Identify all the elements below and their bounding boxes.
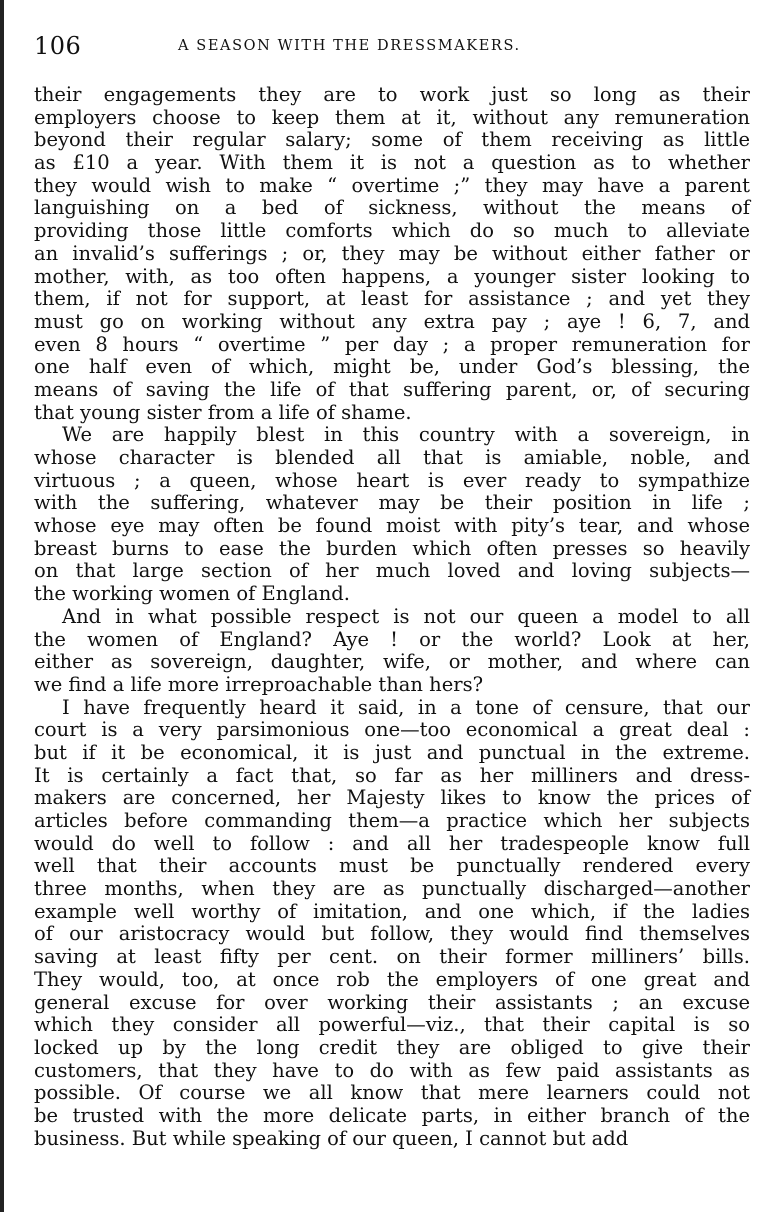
text-line: articles before commanding them—a practice which her subjects: [34, 809, 750, 832]
text-line: virtuous ; a queen, whose heart is ever ready to sympathize: [34, 468, 750, 492]
text-line: that young sister from a life of shame.: [34, 400, 412, 424]
text-line: them, if not for support, at least for assistance ; and yet they: [34, 287, 750, 311]
text-line: example well worthy of imitation, and one which, if the ladies: [34, 899, 750, 923]
text-line: be trusted with the more delicate parts, in either branch of the: [34, 1103, 750, 1127]
page-number: 106: [34, 32, 82, 60]
text-line: breast burns to ease the burden which often presses so heavily: [34, 536, 750, 560]
text-line: which they consider all powerful—viz., that their capital is so: [34, 1013, 750, 1037]
text-line: three months, when they are as punctually discharged—another: [34, 877, 750, 901]
running-head: A SEASON WITH THE DRESSMAKERS.: [178, 38, 521, 54]
text-line: as £10 a year. With them it is not a question as to whether: [34, 151, 750, 175]
text-line: court is a very parsimonious one—too economical a great deal :: [34, 718, 750, 742]
text-line: providing those little comforts which do so much to alleviate: [34, 219, 750, 243]
text-line: general excuse for over working their assistants ; an excuse: [34, 990, 750, 1014]
text-line: on that large section of her much loved and loving subjects—: [34, 559, 750, 583]
text-line: customers, that they have to do with as few paid assistants as: [34, 1058, 750, 1082]
text-line: we find a life more irreproachable than hers?: [34, 672, 484, 696]
page-edge-rule: [0, 0, 4, 1212]
text-line: would do well to follow : and all her tradespeople know full: [34, 831, 750, 855]
paragraph-start-line: I have frequently heard it said, in a tone of censure, that our: [62, 695, 750, 719]
text-line: but if it be economical, it is just and punctual in the extreme.: [34, 740, 750, 764]
text-line: saving at least fifty per cent. on their former milliners’ bills.: [34, 945, 750, 969]
text-line: the working women of England.: [34, 582, 350, 606]
text-line: means of saving the life of that suffering parent, or, of securing: [34, 377, 750, 401]
text-line: locked up by the long credit they are obliged to give their: [34, 1035, 750, 1059]
body-text: [34, 84, 750, 1150]
text-line: one half even of which, might be, under God’s blessing, the: [34, 355, 750, 379]
text-line: well that their accounts must be punctually rendered every: [34, 854, 750, 878]
text-line: whose character is blended all that is amiable, noble, and: [34, 446, 750, 469]
text-line: whose eye may often be found moist with pity’s tear, and whose: [34, 514, 750, 538]
text-line: possible. Of course we all know that mere learners could not: [34, 1081, 750, 1105]
text-line: business. But while speaking of our queen, I cannot but add: [34, 1126, 629, 1150]
text-line: their engagements they are to work just so long as their: [34, 83, 750, 106]
text-line: It is certainly a fact that, so far as her milliners and dress-: [34, 763, 750, 787]
text-line: must go on working without any extra pay ; aye ! 6, 7, and: [34, 309, 750, 333]
text-line: of our aristocracy would but follow, they would find themselves: [34, 922, 750, 946]
text-line: even 8 hours “ overtime ” per day ; a proper remuneration for: [34, 332, 750, 356]
text-line: either as sovereign, daughter, wife, or mother, and where can: [34, 650, 750, 674]
paragraph-start-line: And in what possible respect is not our queen a model to all: [62, 604, 750, 628]
text-line: employers choose to keep them at it, without any remuneration: [34, 105, 750, 129]
text-line: with the suffering, whatever may be their position in life ;: [34, 491, 750, 515]
text-line: mother, with, as too often happens, a younger sister looking to: [34, 264, 750, 288]
text-line: the women of England? Aye ! or the world? Look at her,: [34, 627, 750, 651]
text-line: makers are concerned, her Majesty likes to know the prices of: [34, 786, 750, 810]
text-line: an invalid’s sufferings ; or, they may be without either father or: [34, 241, 750, 265]
text-line: languishing on a bed of sickness, without the means of: [34, 196, 750, 220]
text-line: they would wish to make “ overtime ;” they may have a parent: [34, 173, 750, 197]
page-header: [34, 32, 750, 62]
text-line: beyond their regular salary; some of them receiving as little: [34, 128, 750, 152]
paragraph-start-line: We are happily blest in this country with a sovereign, in: [62, 423, 750, 447]
text-line: They would, too, at once rob the employers of one great and: [34, 967, 750, 991]
